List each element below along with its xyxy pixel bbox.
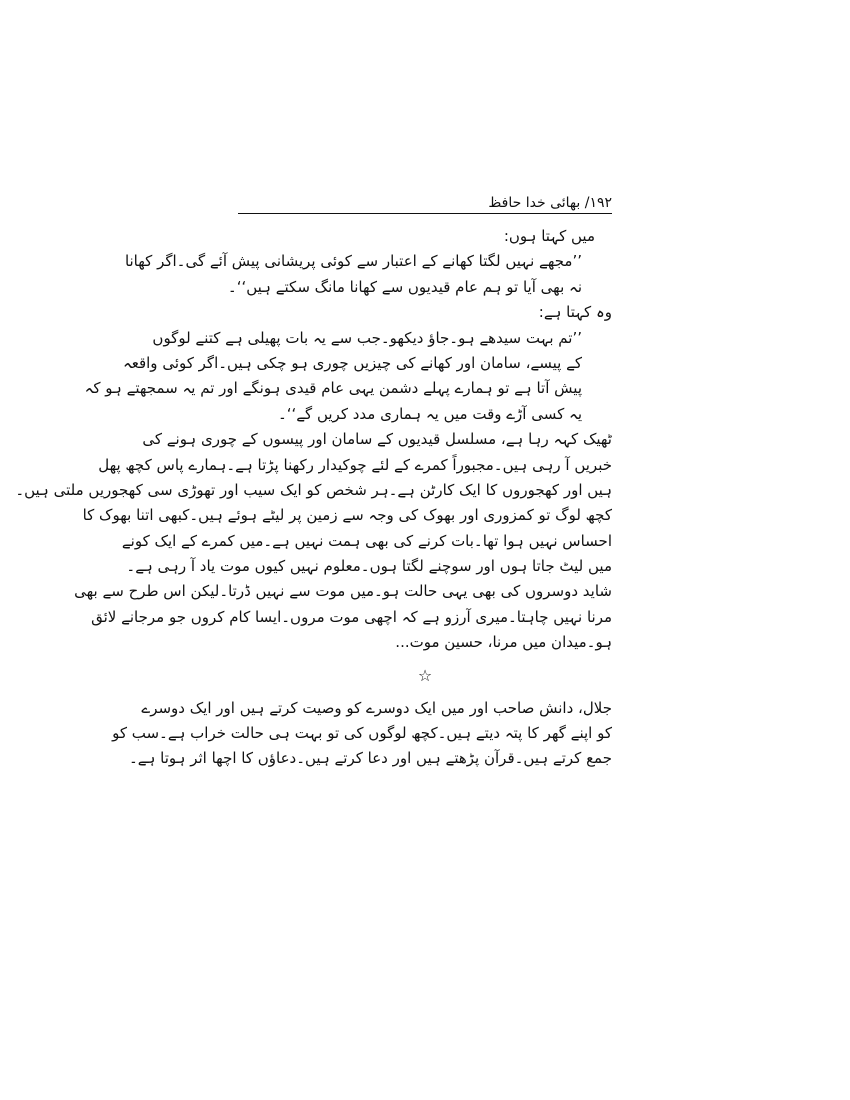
text-line: ’’تم بہت سیدھے ہو۔جاؤ دیکھو۔جب سے یہ بات پھیلی ہے کتنے لوگوں <box>152 328 582 347</box>
text-line: کو اپنے گھر کا پتہ دیتے ہیں۔کچھ لوگوں کی تو بہت ہی حالت خراب ہے۔سب کو <box>112 724 612 743</box>
text-line: مرنا نہیں چاہتا۔میری آرزو ہے کہ اچھی موت مروں۔ایسا کام کروں جو مرجانے لائق <box>91 607 612 626</box>
text-line: نہ بھی آیا تو ہم عام قیدیوں سے کھانا مانگ سکتے ہیں‘‘۔ <box>227 277 582 296</box>
text-line: شاید دوسروں کی بھی یہی حالت ہو۔میں موت سے نہیں ڈرتا۔لیکن اس طرح سے بھی <box>74 582 612 601</box>
star-divider: ☆ <box>417 665 433 685</box>
running-head: ۱۹۲/ بھائی خدا حافظ <box>488 195 612 211</box>
header-rule <box>238 213 612 214</box>
text-line: میں کہتا ہوں: <box>503 227 595 245</box>
text-line: ٹھیک کہہ رہا ہے، مسلسل قیدیوں کے سامان اور پیسوں کے چوری ہونے کی <box>142 430 612 449</box>
text-line: جلال، دانش صاحب اور میں ایک دوسرے کو وصیت کرتے ہیں اور ایک دوسرے <box>141 698 612 717</box>
text-line: جمع کرتے ہیں۔قرآن پڑھتے ہیں اور دعا کرتے ہیں۔دعاؤں کا اچھا اثر ہوتا ہے۔ <box>129 749 612 768</box>
text-line: احساس نہیں ہوا تھا۔بات کرنے کی بھی ہمت نہیں ہے۔میں کمرے کے ایک کونے <box>121 531 612 550</box>
text-line: ہیں اور کھجوروں کا ایک کارٹن ہے۔ہر شخص کو ایک سیب اور تھوڑی سی کھجوریں ملتی ہیں۔ <box>15 480 612 499</box>
text-line: خبریں آ رہی ہیں۔مجبوراً کمرے کے لئے چوکیدار رکھنا پڑتا ہے۔ہمارے پاس کچھ پھل <box>98 455 612 474</box>
text-line: ہو۔میدان میں مرنا، حسین موت... <box>395 633 612 652</box>
text-line: کچھ لوگ تو کمزوری اور بھوک کی وجہ سے زمین پر لیٹے ہوئے ہیں۔کبھی اتنا بھوک کا <box>82 506 612 525</box>
body-text <box>15 224 612 772</box>
text-line: یہ کسی آڑے وقت میں یہ ہماری مدد کریں گے‘‘۔ <box>277 404 582 423</box>
text-line: پیش آتا ہے تو ہمارے پہلے دشمن یہی عام قیدی ہونگے اور تم یہ سمجھتے ہو کہ <box>84 379 582 398</box>
text-line: میں لیٹ جاتا ہوں اور سوچنے لگتا ہوں۔معلوم نہیں کیوں موت یاد آ رہی ہے۔ <box>126 557 612 576</box>
text-line: کے پیسے، سامان اور کھانے کی چیزیں چوری ہو چکی ہیں۔اگر کوئی واقعہ <box>122 353 582 372</box>
text-line: ’’مجھے نہیں لگتا کھانے کے اعتبار سے کوئی پریشانی پیش آئے گی۔اگر کھانا <box>124 252 582 271</box>
text-line: وہ کہتا ہے: <box>538 303 612 322</box>
